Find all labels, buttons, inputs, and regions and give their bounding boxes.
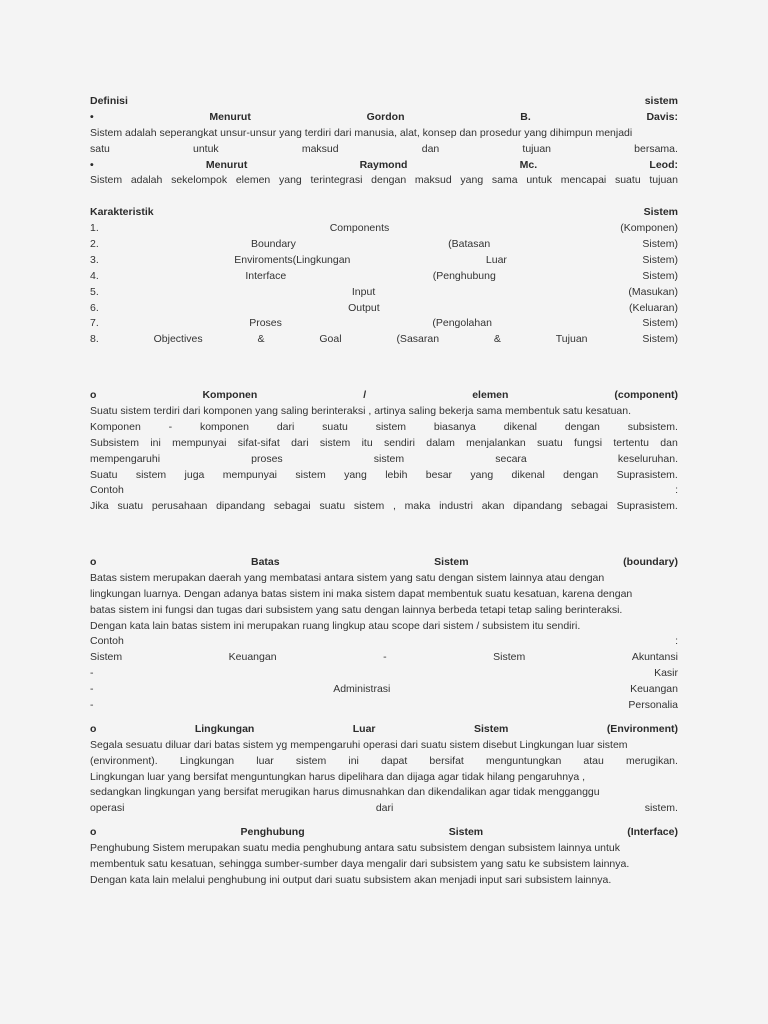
word: sifat-sifat — [237, 436, 280, 449]
characteristics-item — [90, 269, 678, 285]
word: dari — [375, 802, 394, 815]
word: biasanya — [433, 420, 476, 433]
word: Segala sesuatu diluar dari batas sistem yg mempengaruhi operasi dari suatu sistem disebut Lingkungan luar sistem — [90, 738, 628, 751]
word: menjalankan — [466, 436, 526, 449]
word: suatu — [319, 500, 346, 513]
word: Proses — [249, 317, 282, 330]
word: komponen — [199, 420, 249, 433]
word: (Batasan — [448, 238, 491, 251]
word: Boundary — [250, 238, 296, 251]
paragraph-line — [90, 619, 678, 635]
paragraph-line — [90, 587, 678, 603]
word: sistem — [319, 436, 351, 449]
word: 4. — [90, 269, 99, 282]
word: (Interface) — [627, 826, 678, 839]
word: / — [363, 389, 367, 402]
section-heading-lingkungan — [90, 722, 678, 738]
word: Komponen — [202, 389, 258, 402]
word: 3. — [90, 253, 99, 266]
word: satu — [90, 142, 110, 155]
paragraph-line — [90, 754, 678, 770]
paragraph-line — [90, 873, 678, 889]
word: 5. — [90, 285, 99, 298]
word: (Keluaran) — [628, 301, 678, 314]
paragraph-line — [90, 436, 678, 452]
word: - — [168, 420, 173, 433]
word: fungsi — [574, 436, 603, 449]
characteristics-item — [90, 301, 678, 317]
word: Sistem) — [642, 317, 678, 330]
word: Batas — [250, 555, 280, 568]
word: • — [90, 158, 94, 171]
word: proses — [251, 452, 283, 465]
characteristics-list — [90, 221, 678, 348]
word: Davis: — [646, 110, 678, 123]
word: mempengaruhi — [90, 452, 161, 465]
word: yang — [460, 174, 484, 187]
word: Contoh — [90, 484, 124, 497]
word: Batas sistem merupakan daerah yang membatasi antara sistem yang satu dengan sistem lainnya atau dengan — [90, 571, 605, 584]
word: terintegrasi — [310, 174, 363, 187]
section-heading-komponen — [90, 388, 678, 404]
word: sistem — [373, 452, 405, 465]
word: luar — [256, 754, 274, 767]
word: dari — [276, 420, 295, 433]
word: & — [257, 333, 265, 346]
word: 1. — [90, 222, 99, 235]
word: o — [90, 389, 97, 402]
word: Suatu sistem terdiri dari komponen yang saling berinteraksi , artinya saling bekerja sama membentuk satu kesatuan. — [90, 404, 632, 417]
word: sedangkan lingkungan yang bersifat merugikan harus dimusnahkan dan dikendalikan agar tidak mengganggu — [90, 786, 600, 799]
word: sistem — [295, 468, 326, 481]
word: , — [392, 500, 396, 513]
definition-author-mcleod — [90, 158, 678, 174]
word: dan — [421, 142, 440, 155]
word: dengan — [371, 174, 407, 187]
word: Penghubung — [240, 826, 305, 839]
word: Sistem — [434, 555, 469, 568]
word: 6. — [90, 301, 99, 314]
word: Sistem) — [642, 238, 678, 251]
word: Kasir — [654, 667, 678, 680]
word: yang — [344, 468, 367, 481]
word: perusahaan — [151, 500, 208, 513]
word: (boundary) — [623, 555, 678, 568]
word: bersifat — [429, 754, 464, 767]
paragraph-line — [90, 698, 678, 714]
paragraph-line — [90, 682, 678, 698]
characteristics-item — [90, 253, 678, 269]
section-heading-batas — [90, 555, 678, 571]
word: Karakteristik — [90, 206, 154, 219]
word: suatu — [537, 436, 563, 449]
word: sistem — [375, 420, 407, 433]
document-body — [90, 94, 678, 889]
word: dengan — [564, 420, 600, 433]
word: sistem — [353, 500, 385, 513]
word: maka — [404, 500, 431, 513]
word: Suprasistem. — [616, 468, 678, 481]
section-body-penghubung — [90, 841, 678, 889]
characteristics-item — [90, 285, 678, 301]
word: untuk — [193, 142, 219, 155]
word: Jika — [90, 500, 109, 513]
word: 7. — [90, 317, 99, 330]
word: mempunyai — [172, 436, 227, 449]
characteristics-item — [90, 221, 678, 237]
word: mempunyai — [222, 468, 278, 481]
word: Sistem adalah seperangkat unsur-unsur yang terdiri dari manusia, alat, konsep dan prosedur yang dihimpun menjadi — [90, 126, 633, 139]
paragraph-line — [90, 452, 678, 468]
word: dan — [660, 436, 678, 449]
word: (component) — [614, 389, 678, 402]
characteristics-item — [90, 316, 678, 332]
word: Raymond — [359, 158, 408, 171]
word: industri — [439, 500, 473, 513]
paragraph-line — [90, 404, 678, 420]
word: Leod: — [649, 158, 678, 171]
word: sistem — [644, 95, 678, 107]
word: Sistem — [493, 651, 526, 664]
word: menguntungkan — [485, 754, 562, 767]
word: Menurut — [209, 110, 251, 123]
word: itu — [361, 436, 373, 449]
word: keseluruhan. — [617, 452, 678, 465]
word: o — [90, 555, 97, 568]
word: Contoh — [90, 635, 124, 648]
word: untuk — [526, 174, 552, 187]
word: suatu — [117, 500, 144, 513]
word: 8. — [90, 333, 99, 346]
section-body-lingkungan — [90, 738, 678, 817]
word: (Sasaran — [396, 333, 440, 346]
word: (environment). — [90, 754, 158, 767]
characteristics-item — [90, 237, 678, 253]
word: sistem — [295, 754, 327, 767]
word: (Masukan) — [628, 285, 678, 298]
word: secara — [495, 452, 527, 465]
paragraph-line — [90, 738, 678, 754]
paragraph-line — [90, 483, 678, 499]
word: merugikan. — [625, 754, 678, 767]
word: sistem — [135, 468, 167, 481]
word: maksud — [301, 142, 339, 155]
section-heading-penghubung — [90, 825, 678, 841]
word: Sistem — [90, 651, 123, 664]
word: (Penghubung — [432, 269, 496, 282]
word: sistem. — [644, 802, 678, 815]
word: Goal — [319, 333, 342, 346]
word: Lingkungan luar yang bersifat menguntungkan harus dipelihara dan dijaga agar tidak hilang pengaruhnya , — [90, 770, 586, 783]
word: yang — [278, 174, 302, 187]
word: Sistem) — [642, 253, 678, 266]
word: o — [90, 826, 97, 839]
word: Penghubung Sistem merupakan suatu media penghubung antara satu subsistem dengan subsistem lainnya untuk — [90, 842, 621, 855]
word: lebih — [385, 468, 408, 481]
word: elemen — [235, 174, 271, 187]
word: tertentu — [613, 436, 649, 449]
word: 2. — [90, 238, 99, 251]
word: Input — [351, 285, 376, 298]
word: sekelompok — [171, 174, 228, 187]
paragraph-line — [90, 634, 678, 650]
word: Components — [329, 222, 390, 235]
word: bersama. — [634, 142, 678, 155]
word: ini — [348, 754, 359, 767]
paragraph-line — [90, 499, 678, 515]
paragraph-line — [90, 801, 678, 817]
word: dengan — [563, 468, 599, 481]
word: Administrasi — [333, 683, 391, 696]
word: Personalia — [628, 698, 678, 711]
word: Gordon — [366, 110, 405, 123]
section-body-batas — [90, 571, 678, 714]
word: tujuan — [522, 142, 552, 155]
word: suatu — [614, 174, 641, 187]
word: adalah — [130, 174, 163, 187]
word: dipandang — [513, 500, 563, 513]
paragraph-line — [90, 857, 678, 873]
word: B. — [520, 110, 531, 123]
word: Keuangan — [630, 683, 678, 696]
word: Luar — [485, 253, 507, 266]
word: Definisi — [90, 95, 128, 107]
definition-text-davis — [90, 126, 678, 142]
word: Dengan kata lain batas sistem ini merupakan ruang lingkup atau scope dari sistem / subsistem itu sendiri. — [90, 619, 581, 632]
definition-heading — [90, 94, 678, 110]
paragraph-line — [90, 785, 678, 801]
word: Dengan kata lain melalui penghubung ini output dari suatu subsistem akan menjadi input sari subsistem lainnya. — [90, 873, 612, 886]
word: Tujuan — [555, 333, 588, 346]
word: sebagai — [273, 500, 311, 513]
characteristics-item — [90, 332, 678, 348]
word: Mc. — [519, 158, 538, 171]
definition-text-mcleod — [90, 173, 678, 189]
word: Akuntansi — [631, 651, 678, 664]
word: Lingkungan — [194, 722, 255, 735]
word: (Komponen) — [620, 222, 678, 235]
paragraph-line — [90, 666, 678, 682]
paragraph-line — [90, 571, 678, 587]
word: yang — [470, 468, 494, 481]
word: Suprasistem. — [616, 500, 678, 513]
word: Subsistem — [90, 436, 140, 449]
characteristics-heading — [90, 205, 678, 221]
word: - — [383, 651, 387, 664]
word: - — [90, 683, 94, 696]
word: Objectives — [153, 333, 203, 346]
word: o — [90, 722, 97, 735]
word: Enviroments(Lingkungan — [234, 253, 351, 266]
word: Sistem — [473, 722, 509, 735]
word: membentuk satu kesatuan, sehingga sumber-sumber daya mengalir dari subsistem yang satu ke subsistem lainnya. — [90, 858, 630, 870]
paragraph-line — [90, 841, 678, 857]
word: Interface — [245, 269, 287, 282]
paragraph-line — [90, 650, 678, 666]
word: besar — [425, 468, 453, 481]
definition-text-davis-cont — [90, 142, 678, 158]
word: suatu — [322, 420, 348, 433]
word: (Pengolahan — [432, 317, 492, 330]
word: : — [675, 635, 678, 648]
word: & — [493, 333, 501, 346]
paragraph-line — [90, 468, 678, 484]
word: lingkungan luarnya. Dengan adanya batas sistem ini maka sistem dapat membentuk suatu kesatuan, karena dengan — [90, 587, 633, 600]
word: sendiri — [383, 436, 415, 449]
word: operasi — [90, 802, 125, 815]
section-body-komponen — [90, 404, 678, 515]
word: Luar — [352, 722, 376, 735]
word: Keuangan — [228, 651, 277, 664]
word: tujuan — [649, 174, 678, 187]
word: maksud — [414, 174, 452, 187]
word: Komponen — [90, 420, 141, 433]
definition-author-davis — [90, 110, 678, 126]
word: sama — [491, 174, 518, 187]
word: akan — [481, 500, 505, 513]
word: : — [675, 484, 678, 497]
word: dikenal — [503, 420, 537, 433]
word: Sistem) — [642, 333, 678, 346]
word: juga — [184, 468, 205, 481]
paragraph-line — [90, 603, 678, 619]
word: dapat — [381, 754, 408, 767]
paragraph-line — [90, 420, 678, 436]
word: elemen — [472, 389, 509, 402]
word: Sistem — [90, 174, 123, 187]
word: (Environment) — [606, 722, 678, 735]
paragraph-line — [90, 770, 678, 786]
word: • — [90, 110, 94, 123]
word: - — [90, 667, 94, 680]
word: Menurut — [205, 158, 248, 171]
word: Output — [348, 301, 380, 314]
word: dari — [291, 436, 309, 449]
word: Sistem — [448, 826, 484, 839]
word: Lingkungan — [179, 754, 235, 767]
word: Sistem) — [642, 269, 678, 282]
word: - — [90, 698, 94, 711]
word: Sistem — [643, 206, 678, 219]
word: dikenal — [511, 468, 545, 481]
word: batas sistem ini fungsi dan tugas dari subsistem yang satu dengan lainnya berbeda tetapi tetap saling berinteraksi. — [90, 603, 623, 616]
word: Suatu — [90, 468, 118, 481]
word: sebagai — [571, 500, 608, 513]
word: mencapai — [560, 174, 607, 187]
word: dipandang — [216, 500, 266, 513]
word: subsistem. — [627, 420, 678, 433]
word: atau — [583, 754, 604, 767]
word: ini — [150, 436, 161, 449]
word: dalam — [426, 436, 455, 449]
